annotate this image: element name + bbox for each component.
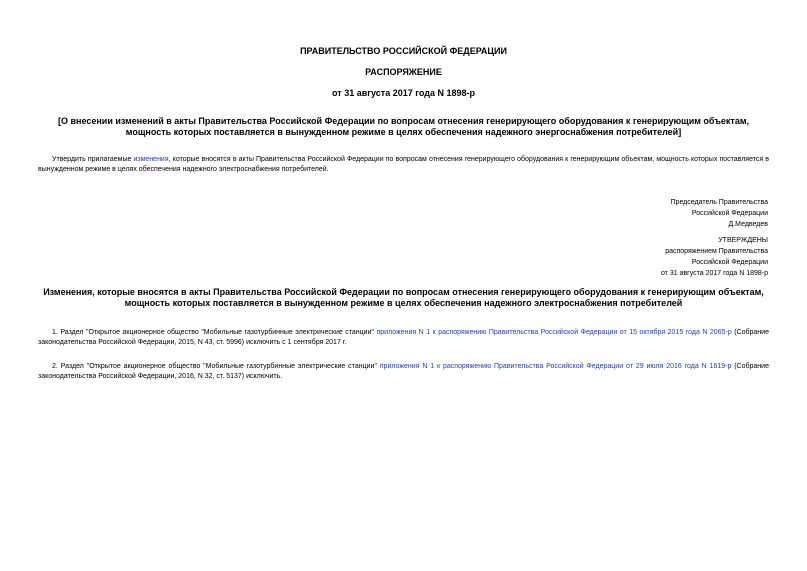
change-item-suffix: (Собрание законодательства Российской Федерации, 2016, N 32, ст. 5137) исключить.	[38, 363, 769, 380]
approval-heading: УТВЕРЖДЕНЫ	[718, 237, 768, 244]
approval-by: распоряжением Правительства	[665, 248, 768, 255]
intro-suffix: , которые вносятся в акты Правительства Российской Федерации по вопросам отнесения генерирующего оборудования к генерирующим объектам, мощность которых поставляется в вынужденном режиме в целях обеспечения надежного электроснабжения потребителей.	[38, 156, 769, 173]
signature-country: Российской Федерации	[691, 210, 768, 217]
change-item-prefix: 2. Раздел "Открытое акционерное общество "Мобильные газотурбинные электрические станции"	[52, 363, 380, 370]
intro-changes-link[interactable]: изменения	[133, 156, 169, 163]
document-type: РАСПОРЯЖЕНИЕ	[365, 67, 442, 77]
government-heading: ПРАВИТЕЛЬСТВО РОССИЙСКОЙ ФЕДЕРАЦИИ	[300, 46, 507, 56]
document-date: от 31 августа 2017 года N 1898-р	[332, 88, 475, 98]
signature-name: Д.Медведев	[728, 221, 768, 228]
change-item-1	[38, 328, 769, 348]
approval-block	[661, 235, 768, 279]
signature-block	[671, 197, 768, 230]
intro-paragraph	[38, 155, 769, 175]
intro-prefix: Утвердить прилагаемые	[52, 156, 134, 163]
change-item-link[interactable]: приложения N 1 к распоряжению Правительства Российской Федерации от 15 октября 2015 года N 2065-р	[376, 329, 732, 336]
changes-title: Изменения, которые вносятся в акты Правительства Российской Федерации по вопросам отнесения генерирующего оборудования к генерирующим объектам, мощность которых поставляется в вынужденном режиме в целях обеспечения надежного электроснабжения потребителей	[43, 287, 764, 308]
change-item-suffix: (Собрание законодательства Российской Федерации, 2015, N 43, ст. 5996) исключить с 1 сентября 2017 г.	[38, 329, 769, 346]
change-item-2	[38, 362, 769, 382]
change-item-prefix: 1. Раздел "Открытое акционерное общество "Мобильные газотурбинные электрические станции"	[52, 329, 377, 336]
signature-position: Председатель Правительства	[670, 199, 768, 206]
change-item-link[interactable]: приложения N 1 к распоряжению Правительства Российской Федерации от 29 июля 2016 года N 1619-р	[379, 363, 732, 370]
document-title: [О внесении изменений в акты Правительства Российской Федерации по вопросам отнесения генерирующего оборудования к генерирующим объектам, мощность которых поставляется в вынужденном режиме в целях обеспечения надежного энергоснабжения потребителей]	[57, 116, 749, 137]
approval-date: от 31 августа 2017 года N 1898-р	[660, 270, 768, 277]
approval-country: Российской Федерации	[691, 259, 768, 266]
